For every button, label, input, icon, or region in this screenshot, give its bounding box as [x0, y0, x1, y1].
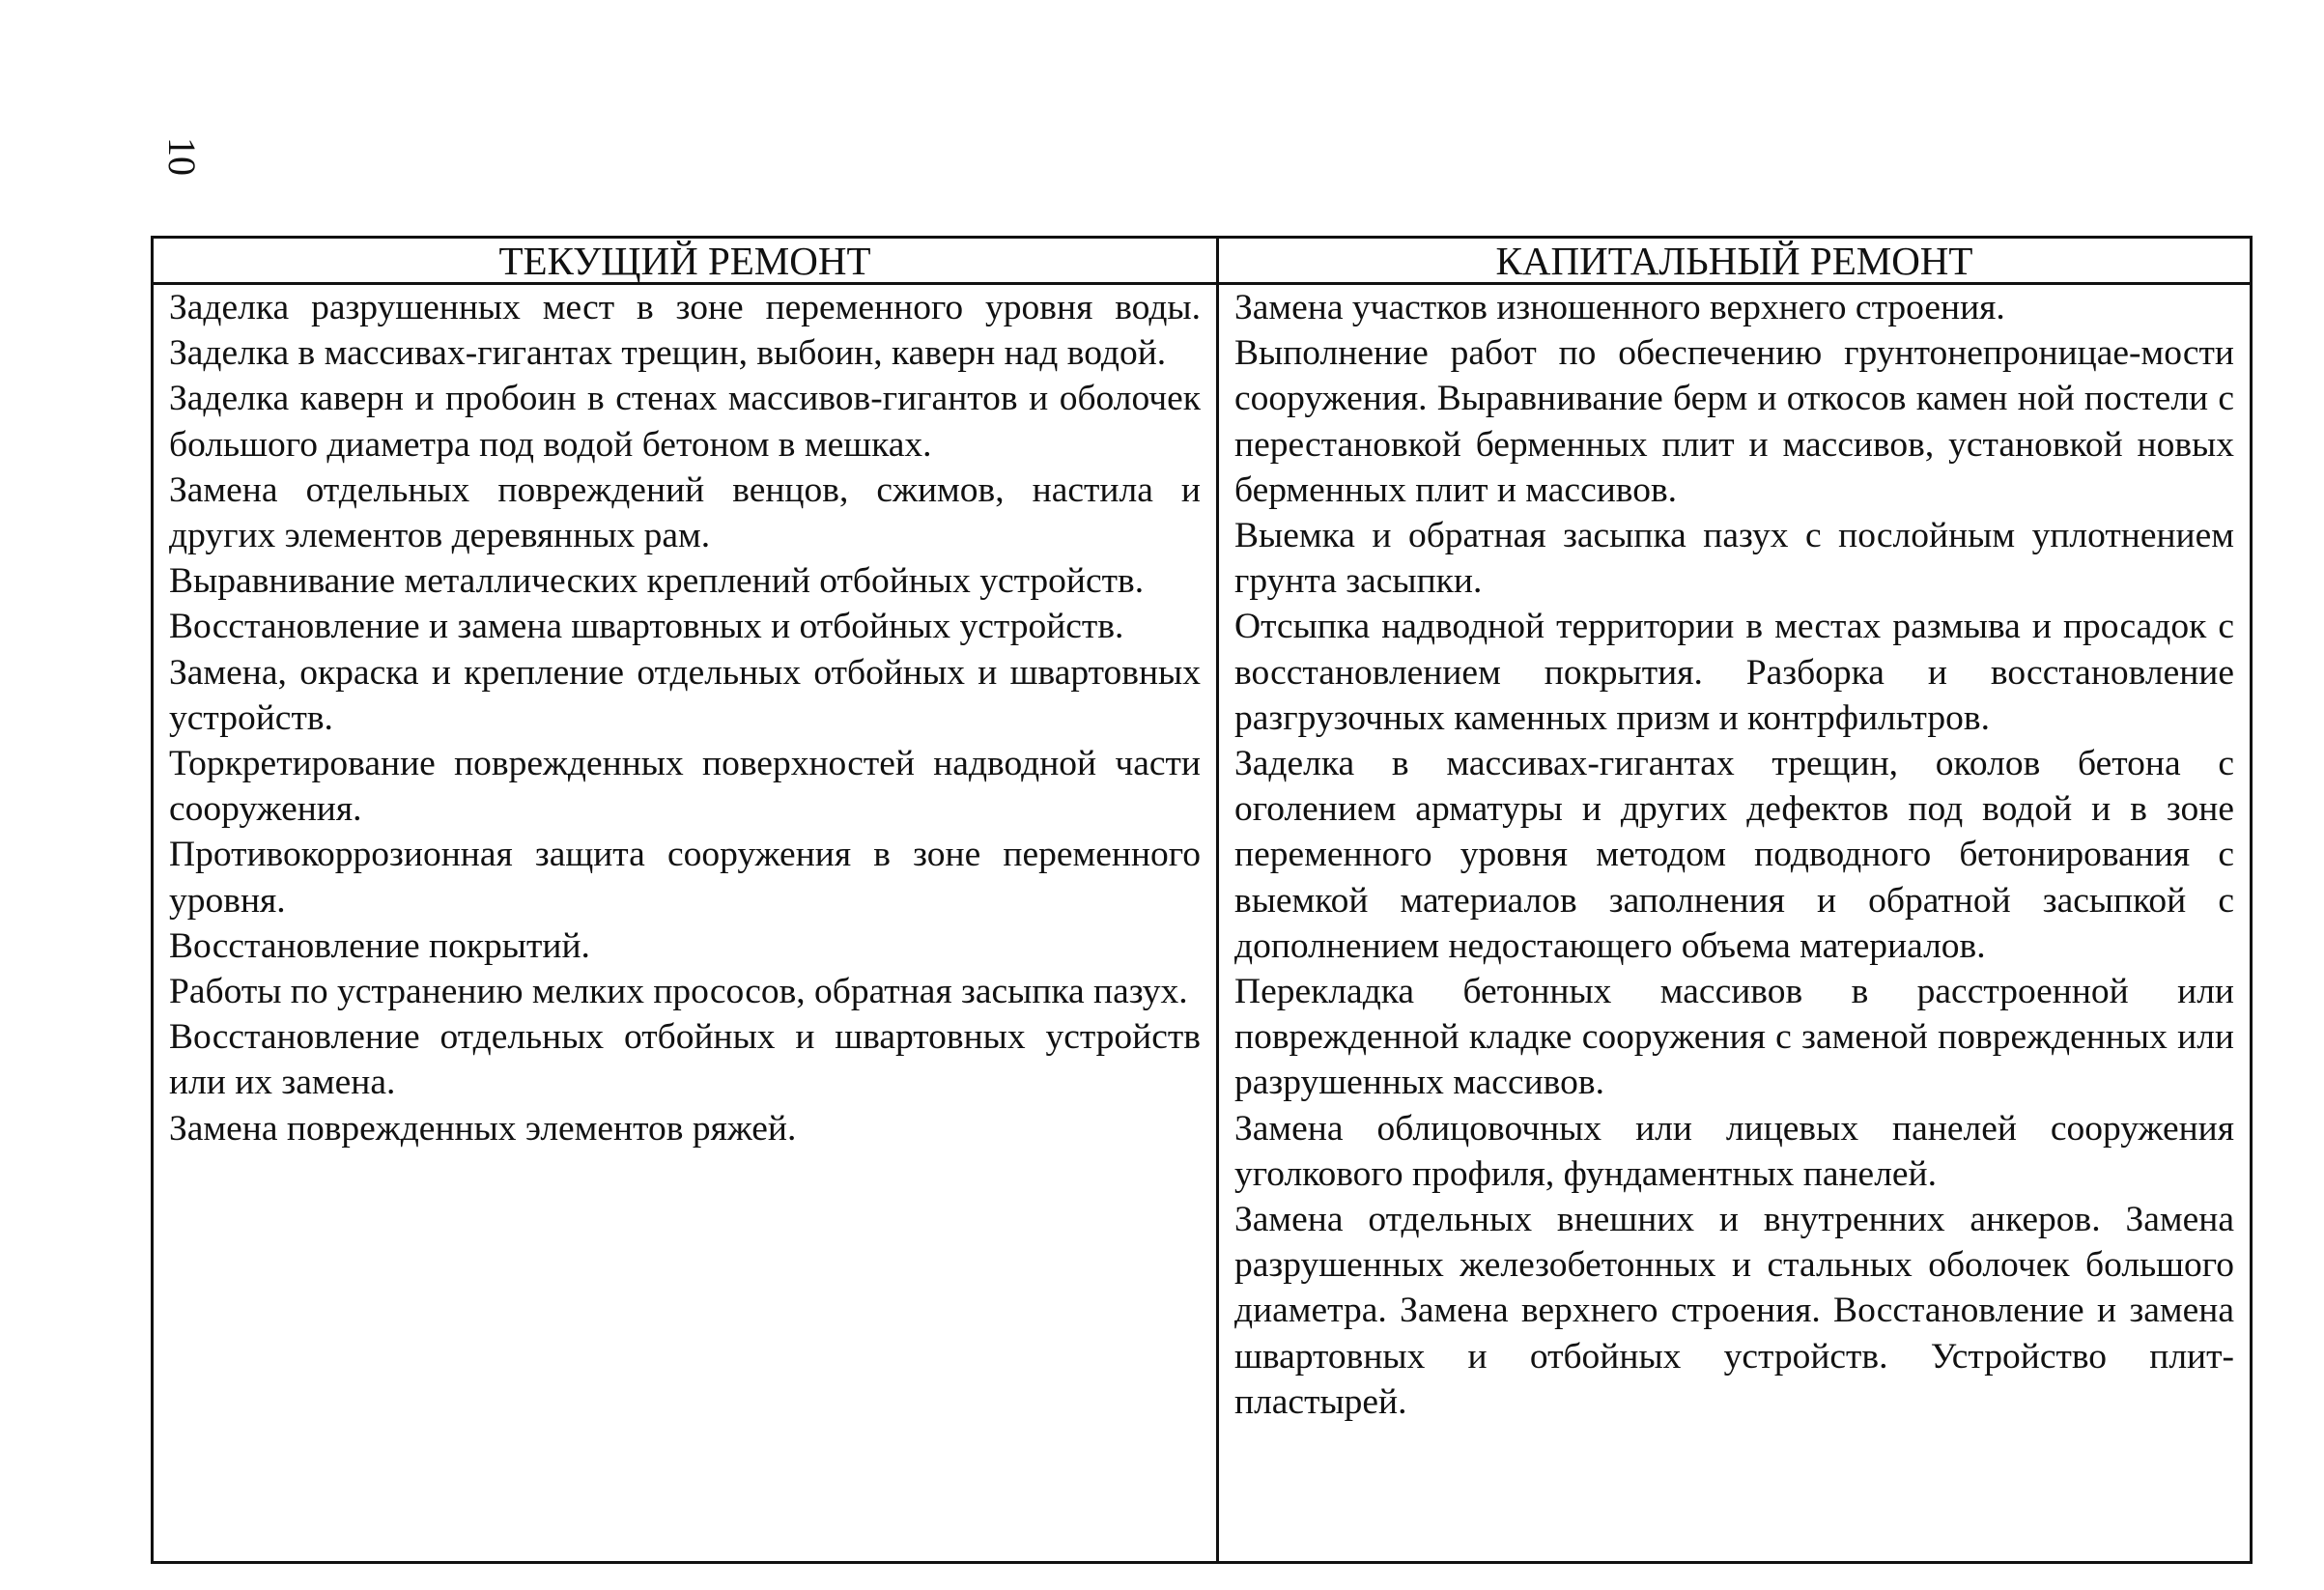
current-repair-entry: Замена поврежденных элементов ряжей.	[169, 1108, 797, 1149]
page-number: 10	[160, 137, 204, 176]
capital-repair-entry: Перекладка бетонных массивов в расстроенной или поврежденной кладке сооружения с заменой поврежденных или разрушенных массивов.	[1234, 972, 2234, 1103]
current-repair-entry: Восстановление покрытий.	[169, 925, 590, 966]
current-repair-entry: Восстановление и замена швартовных и отбойных устройств.	[169, 607, 1124, 647]
capital-repair-entry: Выемка и обратная засыпка пазух с послойным уплотнением грунта засыпки.	[1234, 516, 2234, 602]
current-repair-entry: Замена отдельных повреждений венцов, сжимов, настила и других элементов деревянных рам.	[169, 469, 1201, 556]
current-repair-entry: Торкретирование поврежденных поверхностей надводной части сооружения.	[169, 744, 1201, 830]
current-repair-entry: Противокоррозионная защита сооружения в зоне переменного уровня.	[169, 835, 1201, 921]
repair-table	[151, 236, 2253, 1564]
current-repair-entry: Восстановление отдельных отбойных и швартовных устройств или их замена.	[169, 1017, 1201, 1103]
capital-repair-entry: Замена облицовочных или лицевых панелей сооружения уголкового профиля, фундаментных панелей.	[1234, 1108, 2234, 1194]
current-repair-entry: Заделка каверн и пробоин в стенах массивов-гигантов и оболочек большого диаметра под водой бетоном в мешках.	[169, 379, 1201, 465]
header-current-repair: ТЕКУЩИЙ РЕМОНТ	[154, 239, 1219, 285]
current-repair-entry: Замена, окраска и крепление отдельных отбойных и швартовных устройств.	[169, 652, 1201, 738]
header-capital-repair: КАПИТАЛЬНЫЙ РЕМОНТ	[1219, 239, 2250, 285]
current-repair-cell	[154, 285, 1219, 1561]
capital-repair-entry: Отсыпка надводной территории в местах размыва и просадок с восстановлением покрытия. Разборка и восстановление разгрузочных каменных призм и контрфильтров.	[1234, 607, 2234, 738]
capital-repair-entry: Выполнение работ по обеспечению грунтонепроницае-мости сооружения. Выравнивание берм и откосов камен ной постели с перестановкой берменных плит и массивов, установкой новых берменных плит и массивов.	[1234, 333, 2234, 510]
current-repair-entry: Выравнивание металлических креплений отбойных устройств.	[169, 561, 1145, 602]
capital-repair-entry: Замена отдельных внешних и внутренних анкеров. Замена разрушенных железобетонных и стальных оболочек большого диаметра. Замена верхнего строения. Восстановление и замена швартовных и отбойных устройств. Устройство плит-пластырей.	[1234, 1200, 2234, 1422]
current-repair-entry: Работы по устранению мелких прососов, обратная засыпка пазух.	[169, 972, 1188, 1012]
current-repair-entry: Заделка разрушенных мест в зоне переменного уровня воды. Заделка в массивах-гигантах трещин, выбоин, каверн над водой.	[169, 288, 1201, 374]
capital-repair-entry: Заделка в массивах-гигантах трещин, околов бетона с оголением арматуры и других дефектов под водой и в зоне переменного уровня методом подводного бетонирования с выемкой материалов заполнения и обратной засыпкой с дополнением недостающего объема материалов.	[1234, 744, 2234, 966]
capital-repair-cell	[1219, 285, 2250, 1561]
capital-repair-entry: Замена участков изношенного верхнего строения.	[1234, 288, 2005, 327]
